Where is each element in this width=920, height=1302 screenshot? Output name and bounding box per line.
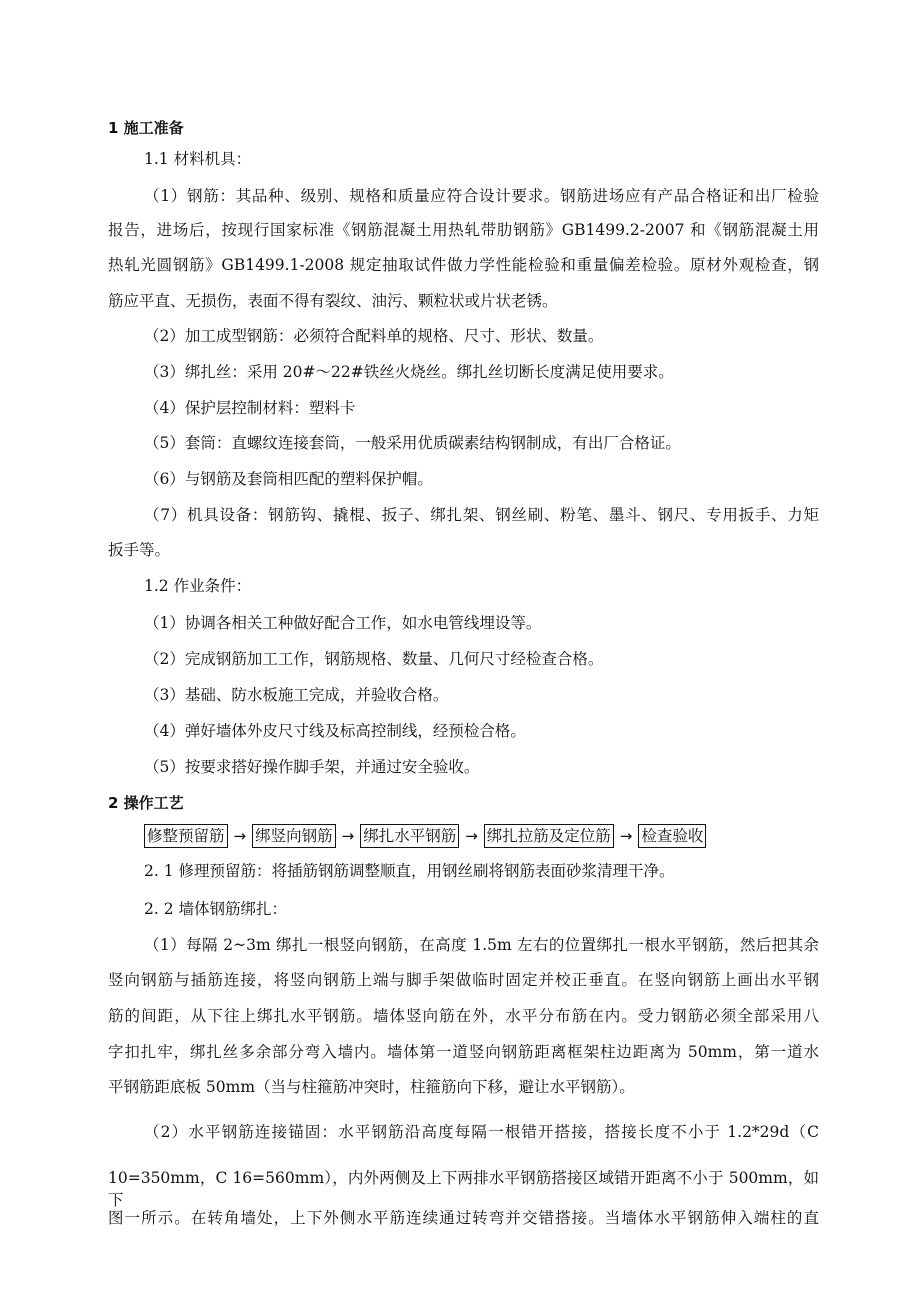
flow-step-vertical-rebar: 绑竖向钢筋 bbox=[252, 824, 336, 848]
flow-arrow-icon: → bbox=[619, 827, 633, 845]
subsection-2-2-title: 2. 2 墙体钢筋绑扎： bbox=[144, 900, 288, 918]
material-item-1-line-3: 热轧光圆钢筋》GB1499.1-2008 规定抽取试件做力学性能检验和重量偏差检验。原材外观检查，钢 bbox=[108, 256, 819, 274]
wall-item-2-line-2: 10=350mm，C 16=560mm），内外两侧及上下两排水平钢筋搭接区域错开距离不小于 500mm，如下 bbox=[108, 1169, 819, 1209]
section-1-title: 1 施工准备 bbox=[108, 119, 184, 137]
material-item-6: （6）与钢筋及套筒相匹配的塑料保护帽。 bbox=[144, 470, 433, 488]
wall-item-1-line-1: （1）每隔 2~3m 绑扎一根竖向钢筋，在高度 1.5m 左右的位置绑扎一根水平钢筋，然后把其余 bbox=[144, 936, 819, 954]
flow-arrow-icon: → bbox=[233, 827, 247, 845]
wall-item-2-line-3: 图一所示。在转角墙处，上下外侧水平筋连续通过转弯并交错搭接。当墙体水平钢筋伸入端柱的直 bbox=[108, 1209, 819, 1227]
condition-item-4: （4）弹好墙体外皮尺寸线及标高控制线，经预检合格。 bbox=[144, 722, 526, 740]
flow-step-trim-rebar: 修整预留筋 bbox=[144, 824, 228, 848]
wall-item-1-line-3: 筋的间距，从下往上绑扎水平钢筋。墙体竖向筋在外，水平分布筋在内。受力钢筋必须全部采用八 bbox=[108, 1007, 819, 1025]
wall-item-1-line-4: 字扣扎牢，绑扎丝多余部分弯入墙内。墙体第一道竖向钢筋距离框架柱边距离为 50mm，第一道水 bbox=[108, 1043, 819, 1061]
flow-arrow-icon: → bbox=[465, 827, 478, 845]
material-item-4: （4）保护层控制材料：塑料卡 bbox=[144, 399, 356, 417]
wall-item-2-line-1: （2）水平钢筋连接锚固：水平钢筋沿高度每隔一根错开搭接，搭接长度不小于 1.2*29d（C bbox=[144, 1123, 819, 1141]
subsection-1-2-title: 1.2 作业条件： bbox=[144, 577, 252, 595]
material-item-7-line-1: （7）机具设备：钢筋钩、撬棍、扳子、绑扎架、钢丝刷、粉笔、墨斗、钢尺、专用扳手、力矩 bbox=[144, 506, 819, 524]
condition-item-3: （3）基础、防水板施工完成，并验收合格。 bbox=[144, 686, 449, 704]
section-2-title: 2 操作工艺 bbox=[108, 794, 184, 812]
wall-item-1-line-2: 竖向钢筋与插筋连接，将竖向钢筋上端与脚手架做临时固定并校正垂直。在竖向钢筋上画出水平钢 bbox=[108, 971, 819, 989]
flow-step-tie-bars: 绑扎拉筋及定位筋 bbox=[484, 824, 614, 848]
material-item-3: （3）绑扎丝：采用 20#～22#铁丝火烧丝。绑扎丝切断长度满足使用要求。 bbox=[144, 363, 674, 381]
material-item-1-line-2: 报告，进场后，按现行国家标准《钢筋混凝土用热轧带肋钢筋》GB1499.2-2007 和《钢筋混凝土用 bbox=[108, 221, 819, 239]
material-item-1-line-4: 筋应平直、无损伤，表面不得有裂纹、油污、颗粒状或片状老锈。 bbox=[108, 292, 558, 310]
condition-item-1: （1）协调各相关工种做好配合工作，如水电管线埋设等。 bbox=[144, 614, 542, 632]
material-item-2: （2）加工成型钢筋：必须符合配料单的规格、尺寸、形状、数量。 bbox=[144, 327, 604, 345]
process-flow bbox=[144, 824, 706, 848]
subsection-2-1: 2. 1 修理预留筋：将插筋钢筋调整顺直，用钢丝刷将钢筋表面砂浆清理干净。 bbox=[144, 862, 675, 880]
condition-item-5: （5）按要求搭好操作脚手架，并通过安全验收。 bbox=[144, 758, 480, 776]
flow-arrow-icon: → bbox=[341, 827, 355, 845]
flow-step-horizontal-rebar: 绑扎水平钢筋 bbox=[360, 824, 459, 848]
subsection-1-1-title: 1.1 材料机具： bbox=[144, 150, 252, 168]
flow-step-inspection: 检查验收 bbox=[638, 824, 706, 848]
condition-item-2: （2）完成钢筋加工工作，钢筋规格、数量、几何尺寸经检查合格。 bbox=[144, 650, 604, 668]
wall-item-1-line-5: 平钢筋距底板 50mm（当与柱箍筋冲突时，柱箍筋向下移，避让水平钢筋）。 bbox=[108, 1078, 635, 1096]
material-item-1-line-1: （1）钢筋：其品种、级别、规格和质量应符合设计要求。钢筋进场应有产品合格证和出厂检验 bbox=[144, 187, 819, 205]
material-item-5: （5）套筒：直螺纹连接套筒，一般采用优质碳素结构钢制成，有出厂合格证。 bbox=[144, 434, 681, 452]
material-item-7-line-2: 扳手等。 bbox=[108, 541, 171, 559]
